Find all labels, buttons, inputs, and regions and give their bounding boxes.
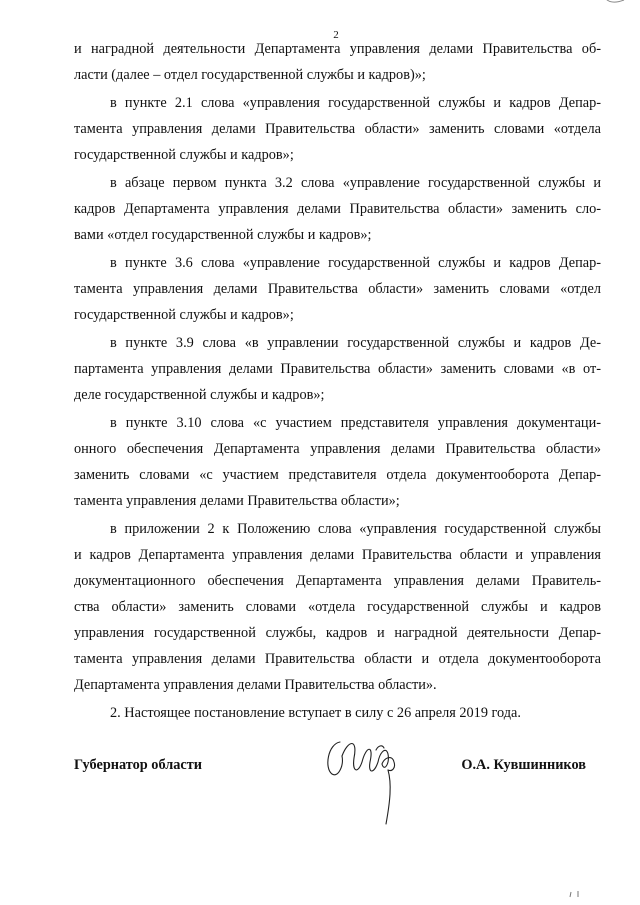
body-line: партамента управления делами Правительства области» заменить словами «в от- — [74, 361, 601, 377]
body-line: деле государственной службы и кадров»; — [74, 387, 325, 403]
body-line: в пункте 3.9 слова «в управлении государственной службы и кадров Де- — [110, 335, 601, 351]
body-line: ства области» заменить словами «отдела государственной службы и кадров — [74, 599, 601, 615]
body-line: и наградной деятельности Департамента управления делами Правительства об- — [74, 41, 601, 57]
body-line: в приложении 2 к Положению слова «управления государственной службы — [110, 521, 601, 537]
body-line: документационного обеспечения Департамента управления делами Правитель- — [74, 573, 601, 589]
body-line: и кадров Департамента управления делами Правительства области и управления — [74, 547, 601, 563]
body-line: тамента управления делами Правительства области»; — [74, 493, 400, 509]
scan-corner-mark — [604, 0, 626, 5]
body-line: тамента управления делами Правительства области» заменить словами «отдела — [74, 121, 601, 137]
closing-paragraph: 2. Настоящее постановление вступает в силу с 26 апреля 2019 года. — [110, 705, 521, 721]
body-line: кадров Департамента управления делами Правительства области» заменить сло- — [74, 201, 601, 217]
handwritten-signature — [318, 728, 408, 828]
scan-edge-mark — [568, 889, 590, 899]
page-number: 2 — [333, 29, 339, 41]
body-line: в пункте 3.10 слова «с участием представителя управления документаци- — [110, 415, 601, 431]
body-line: в пункте 3.6 слова «управление государственной службы и кадров Депар- — [110, 255, 601, 271]
signer-title: Губернатор области — [74, 757, 203, 773]
signer-name: О.А. Кувшинников — [461, 757, 586, 773]
body-line: государственной службы и кадров»; — [74, 307, 294, 323]
body-line: вами «отдел государственной службы и кадров»; — [74, 227, 372, 243]
body-line: Департамента управления делами Правительства области». — [74, 677, 437, 693]
body-line: в пункте 2.1 слова «управления государственной службы и кадров Депар- — [110, 95, 601, 111]
body-line: тамента управления делами Правительства области» заменить словами «отдел — [74, 281, 601, 297]
body-line: управления государственной службы, кадров и наградной деятельности Депар- — [74, 625, 601, 641]
body-line: онного обеспечения Департамента управления делами Правительства области» — [74, 441, 601, 457]
body-line: заменить словами «с участием представителя отдела документооборота Депар- — [74, 467, 601, 483]
body-line: тамента управления делами Правительства области и отдела документооборота — [74, 651, 601, 667]
body-line: в абзаце первом пункта 3.2 слова «управление государственной службы и — [110, 175, 601, 191]
body-line: государственной службы и кадров»; — [74, 147, 294, 163]
body-line: ласти (далее – отдел государственной службы и кадров)»; — [74, 67, 426, 83]
